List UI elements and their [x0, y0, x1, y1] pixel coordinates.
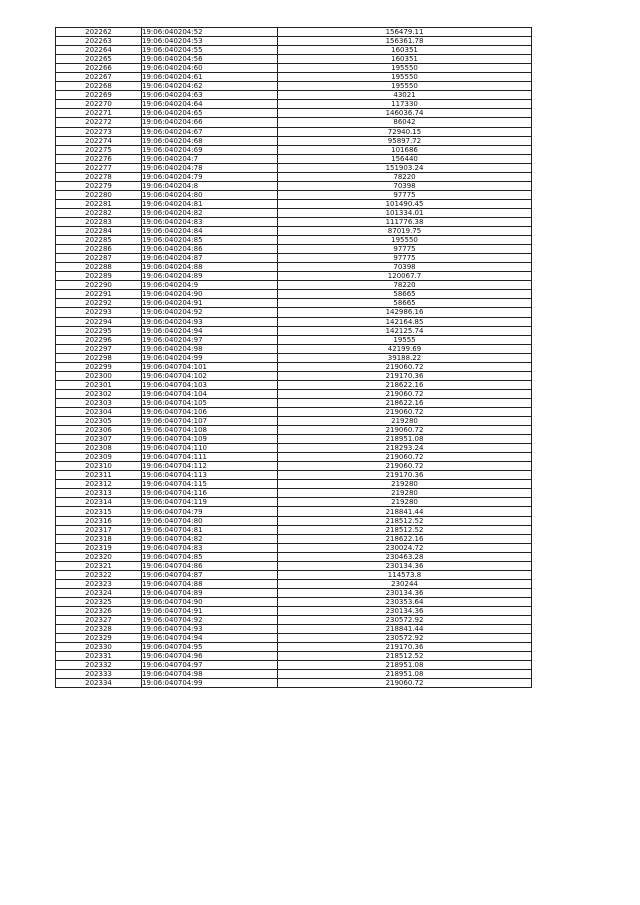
amount-cell: 219280: [278, 498, 532, 507]
amount-cell: 142986.16: [278, 308, 532, 317]
table-row: [56, 679, 532, 688]
row-number-cell: 202275: [56, 145, 142, 154]
amount-cell: 230463.28: [278, 552, 532, 561]
row-number-cell: 202317: [56, 525, 142, 534]
amount-cell: 87019.75: [278, 227, 532, 236]
table-row: [56, 389, 532, 398]
cadastral-number-cell: 19:06:040204:91: [142, 299, 278, 308]
cadastral-number-cell: 19:06:040704:106: [142, 407, 278, 416]
table-row: [56, 154, 532, 163]
row-number-cell: 202277: [56, 163, 142, 172]
table-row: [56, 227, 532, 236]
cadastral-number-cell: 19:06:040704:81: [142, 525, 278, 534]
row-number-cell: 202276: [56, 154, 142, 163]
table-row: [56, 64, 532, 73]
table-row: [56, 281, 532, 290]
cadastral-number-cell: 19:06:040204:83: [142, 217, 278, 226]
cadastral-number-cell: 19:06:040704:112: [142, 462, 278, 471]
row-number-cell: 202314: [56, 498, 142, 507]
table-row: [56, 272, 532, 281]
row-number-cell: 202316: [56, 516, 142, 525]
cadastral-number-cell: 19:06:040704:113: [142, 471, 278, 480]
cadastral-number-cell: 19:06:040204:9: [142, 281, 278, 290]
cadastral-number-cell: 19:06:040704:103: [142, 380, 278, 389]
table-row: [56, 634, 532, 643]
cadastral-number-cell: 19:06:040704:97: [142, 661, 278, 670]
cadastral-number-cell: 19:06:040204:78: [142, 163, 278, 172]
cadastral-number-cell: 19:06:040704:111: [142, 453, 278, 462]
row-number-cell: 202279: [56, 181, 142, 190]
row-number-cell: 202301: [56, 380, 142, 389]
table-row: [56, 254, 532, 263]
table-row: [56, 46, 532, 55]
cadastral-number-cell: 19:06:040204:53: [142, 37, 278, 46]
row-number-cell: 202299: [56, 362, 142, 371]
cadastral-number-cell: 19:06:040704:101: [142, 362, 278, 371]
cadastral-number-cell: 19:06:040204:61: [142, 73, 278, 82]
table-row: [56, 362, 532, 371]
row-number-cell: 202332: [56, 661, 142, 670]
row-number-cell: 202289: [56, 272, 142, 281]
amount-cell: 219280: [278, 480, 532, 489]
amount-cell: 230024.72: [278, 543, 532, 552]
cadastral-number-cell: 19:06:040704:93: [142, 625, 278, 634]
amount-cell: 219060.72: [278, 453, 532, 462]
cadastral-number-cell: 19:06:040704:85: [142, 552, 278, 561]
cadastral-number-cell: 19:06:040204:84: [142, 227, 278, 236]
amount-cell: 218622.16: [278, 534, 532, 543]
cadastral-number-cell: 19:06:040704:99: [142, 679, 278, 688]
amount-cell: 120067.7: [278, 272, 532, 281]
row-number-cell: 202285: [56, 236, 142, 245]
row-number-cell: 202298: [56, 353, 142, 362]
cadastral-number-cell: 19:06:040704:115: [142, 480, 278, 489]
row-number-cell: 202324: [56, 588, 142, 597]
cadastral-number-cell: 19:06:040704:87: [142, 570, 278, 579]
table-row: [56, 543, 532, 552]
row-number-cell: 202319: [56, 543, 142, 552]
row-number-cell: 202274: [56, 136, 142, 145]
table-row: [56, 145, 532, 154]
amount-cell: 195550: [278, 236, 532, 245]
amount-cell: 156479.11: [278, 28, 532, 37]
row-number-cell: 202288: [56, 263, 142, 272]
cadastral-number-cell: 19:06:040204:68: [142, 136, 278, 145]
amount-cell: 111776.38: [278, 217, 532, 226]
row-number-cell: 202307: [56, 435, 142, 444]
amount-cell: 195550: [278, 64, 532, 73]
table-row: [56, 308, 532, 317]
row-number-cell: 202320: [56, 552, 142, 561]
table-row: [56, 263, 532, 272]
table-row: [56, 28, 532, 37]
row-number-cell: 202281: [56, 199, 142, 208]
amount-cell: 230572.92: [278, 634, 532, 643]
row-number-cell: 202305: [56, 417, 142, 426]
cadastral-number-cell: 19:06:040204:80: [142, 190, 278, 199]
cadastral-number-cell: 19:06:040204:89: [142, 272, 278, 281]
amount-cell: 42199.69: [278, 344, 532, 353]
amount-cell: 58665: [278, 299, 532, 308]
table-row: [56, 100, 532, 109]
row-number-cell: 202290: [56, 281, 142, 290]
cadastral-number-cell: 19:06:040204:69: [142, 145, 278, 154]
amount-cell: 114573.8: [278, 570, 532, 579]
amount-cell: 19555: [278, 335, 532, 344]
table-row: [56, 217, 532, 226]
table-row: [56, 190, 532, 199]
table-row: [56, 525, 532, 534]
table-row: [56, 353, 532, 362]
table-row: [56, 208, 532, 217]
row-number-cell: 202291: [56, 290, 142, 299]
row-number-cell: 202315: [56, 507, 142, 516]
cadastral-number-cell: 19:06:040204:67: [142, 127, 278, 136]
amount-cell: 230134.36: [278, 561, 532, 570]
amount-cell: 86042: [278, 118, 532, 127]
amount-cell: 218622.16: [278, 398, 532, 407]
row-number-cell: 202310: [56, 462, 142, 471]
amount-cell: 219060.72: [278, 362, 532, 371]
table-row: [56, 570, 532, 579]
table-row: [56, 398, 532, 407]
cadastral-number-cell: 19:06:040704:109: [142, 435, 278, 444]
cadastral-number-cell: 19:06:040204:60: [142, 64, 278, 73]
amount-cell: 142164.85: [278, 317, 532, 326]
amount-cell: 218512.52: [278, 516, 532, 525]
cadastral-number-cell: 19:06:040704:119: [142, 498, 278, 507]
cadastral-number-cell: 19:06:040704:91: [142, 607, 278, 616]
cadastral-number-cell: 19:06:040204:98: [142, 344, 278, 353]
table-row: [56, 172, 532, 181]
amount-cell: 218512.52: [278, 652, 532, 661]
row-number-cell: 202272: [56, 118, 142, 127]
amount-cell: 151903.24: [278, 163, 532, 172]
cadastral-number-cell: 19:06:040204:81: [142, 199, 278, 208]
cadastral-number-cell: 19:06:040204:88: [142, 263, 278, 272]
amount-cell: 218951.08: [278, 661, 532, 670]
table-row: [56, 417, 532, 426]
row-number-cell: 202295: [56, 326, 142, 335]
table-row: [56, 579, 532, 588]
amount-cell: 78220: [278, 172, 532, 181]
cadastral-number-cell: 19:06:040204:86: [142, 245, 278, 254]
table-row: [56, 652, 532, 661]
amount-cell: 58665: [278, 290, 532, 299]
row-number-cell: 202333: [56, 670, 142, 679]
row-number-cell: 202268: [56, 82, 142, 91]
row-number-cell: 202309: [56, 453, 142, 462]
row-number-cell: 202322: [56, 570, 142, 579]
cadastral-number-cell: 19:06:040704:116: [142, 489, 278, 498]
cadastral-number-cell: 19:06:040704:82: [142, 534, 278, 543]
cadastral-number-cell: 19:06:040704:89: [142, 588, 278, 597]
amount-cell: 78220: [278, 281, 532, 290]
table-row: [56, 199, 532, 208]
amount-cell: 101334.01: [278, 208, 532, 217]
row-number-cell: 202331: [56, 652, 142, 661]
amount-cell: 160351: [278, 55, 532, 64]
row-number-cell: 202306: [56, 426, 142, 435]
ledger-table: [55, 27, 532, 688]
amount-cell: 230134.36: [278, 588, 532, 597]
cadastral-number-cell: 19:06:040204:56: [142, 55, 278, 64]
table-row: [56, 462, 532, 471]
amount-cell: 218841.44: [278, 625, 532, 634]
table-row: [56, 489, 532, 498]
amount-cell: 219170.36: [278, 471, 532, 480]
row-number-cell: 202273: [56, 127, 142, 136]
cadastral-number-cell: 19:06:040204:97: [142, 335, 278, 344]
cadastral-number-cell: 19:06:040704:98: [142, 670, 278, 679]
row-number-cell: 202297: [56, 344, 142, 353]
cadastral-number-cell: 19:06:040704:86: [142, 561, 278, 570]
table-row: [56, 236, 532, 245]
table-row: [56, 290, 532, 299]
table-row: [56, 73, 532, 82]
cadastral-number-cell: 19:06:040704:96: [142, 652, 278, 661]
amount-cell: 160351: [278, 46, 532, 55]
table-row: [56, 453, 532, 462]
row-number-cell: 202271: [56, 109, 142, 118]
cadastral-number-cell: 19:06:040204:85: [142, 236, 278, 245]
amount-cell: 219060.72: [278, 407, 532, 416]
cadastral-number-cell: 19:06:040704:104: [142, 389, 278, 398]
table-row: [56, 245, 532, 254]
cadastral-number-cell: 19:06:040204:79: [142, 172, 278, 181]
table-row: [56, 643, 532, 652]
cadastral-number-cell: 19:06:040204:94: [142, 326, 278, 335]
row-number-cell: 202265: [56, 55, 142, 64]
cadastral-number-cell: 19:06:040204:90: [142, 290, 278, 299]
row-number-cell: 202287: [56, 254, 142, 263]
amount-cell: 230244: [278, 579, 532, 588]
table-row: [56, 136, 532, 145]
row-number-cell: 202266: [56, 64, 142, 73]
table-row: [56, 181, 532, 190]
table-row: [56, 118, 532, 127]
cadastral-number-cell: 19:06:040704:83: [142, 543, 278, 552]
cadastral-number-cell: 19:06:040204:55: [142, 46, 278, 55]
amount-cell: 142125.74: [278, 326, 532, 335]
table-row: [56, 371, 532, 380]
table-row: [56, 534, 532, 543]
amount-cell: 230353.64: [278, 597, 532, 606]
cadastral-number-cell: 19:06:040704:80: [142, 516, 278, 525]
amount-cell: 218951.08: [278, 670, 532, 679]
table-row: [56, 380, 532, 389]
table-row: [56, 480, 532, 489]
cadastral-number-cell: 19:06:040704:102: [142, 371, 278, 380]
cadastral-number-cell: 19:06:040204:63: [142, 91, 278, 100]
amount-cell: 195550: [278, 73, 532, 82]
table-row: [56, 82, 532, 91]
amount-cell: 218622.16: [278, 380, 532, 389]
amount-cell: 230134.36: [278, 607, 532, 616]
cadastral-number-cell: 19:06:040204:92: [142, 308, 278, 317]
table-row: [56, 55, 532, 64]
table-row: [56, 326, 532, 335]
table-row: [56, 661, 532, 670]
cadastral-number-cell: 19:06:040204:66: [142, 118, 278, 127]
row-number-cell: 202292: [56, 299, 142, 308]
cadastral-number-cell: 19:06:040204:52: [142, 28, 278, 37]
table-row: [56, 435, 532, 444]
amount-cell: 219060.72: [278, 462, 532, 471]
row-number-cell: 202302: [56, 389, 142, 398]
table-row: [56, 516, 532, 525]
row-number-cell: 202308: [56, 444, 142, 453]
amount-cell: 70398: [278, 263, 532, 272]
row-number-cell: 202264: [56, 46, 142, 55]
amount-cell: 218841.44: [278, 507, 532, 516]
row-number-cell: 202267: [56, 73, 142, 82]
amount-cell: 43021: [278, 91, 532, 100]
table-row: [56, 109, 532, 118]
amount-cell: 219060.72: [278, 426, 532, 435]
cadastral-number-cell: 19:06:040704:95: [142, 643, 278, 652]
table-row: [56, 426, 532, 435]
amount-cell: 195550: [278, 82, 532, 91]
row-number-cell: 202269: [56, 91, 142, 100]
row-number-cell: 202323: [56, 579, 142, 588]
cadastral-number-cell: 19:06:040704:108: [142, 426, 278, 435]
table-row: [56, 407, 532, 416]
table-row: [56, 607, 532, 616]
amount-cell: 146036.74: [278, 109, 532, 118]
table-row: [56, 91, 532, 100]
amount-cell: 70398: [278, 181, 532, 190]
amount-cell: 97775: [278, 245, 532, 254]
table-row: [56, 335, 532, 344]
amount-cell: 218951.08: [278, 435, 532, 444]
table-row: [56, 625, 532, 634]
row-number-cell: 202294: [56, 317, 142, 326]
row-number-cell: 202329: [56, 634, 142, 643]
cadastral-number-cell: 19:06:040204:82: [142, 208, 278, 217]
table-row: [56, 616, 532, 625]
amount-cell: 156361.78: [278, 37, 532, 46]
table-row: [56, 588, 532, 597]
cadastral-number-cell: 19:06:040204:99: [142, 353, 278, 362]
table-row: [56, 317, 532, 326]
table-row: [56, 471, 532, 480]
row-number-cell: 202318: [56, 534, 142, 543]
amount-cell: 219280: [278, 417, 532, 426]
cadastral-number-cell: 19:06:040704:94: [142, 634, 278, 643]
cadastral-number-cell: 19:06:040204:8: [142, 181, 278, 190]
amount-cell: 156440: [278, 154, 532, 163]
row-number-cell: 202280: [56, 190, 142, 199]
row-number-cell: 202278: [56, 172, 142, 181]
amount-cell: 101490.45: [278, 199, 532, 208]
amount-cell: 218512.52: [278, 525, 532, 534]
amount-cell: 219170.36: [278, 371, 532, 380]
table-row: [56, 670, 532, 679]
cadastral-number-cell: 19:06:040704:92: [142, 616, 278, 625]
table-row: [56, 127, 532, 136]
row-number-cell: 202303: [56, 398, 142, 407]
amount-cell: 219170.36: [278, 643, 532, 652]
cadastral-number-cell: 19:06:040204:65: [142, 109, 278, 118]
amount-cell: 219280: [278, 489, 532, 498]
table-row: [56, 597, 532, 606]
table-row: [56, 37, 532, 46]
row-number-cell: 202286: [56, 245, 142, 254]
row-number-cell: 202311: [56, 471, 142, 480]
amount-cell: 218293.24: [278, 444, 532, 453]
amount-cell: 219060.72: [278, 389, 532, 398]
amount-cell: 97775: [278, 190, 532, 199]
row-number-cell: 202300: [56, 371, 142, 380]
amount-cell: 117330: [278, 100, 532, 109]
row-number-cell: 202334: [56, 679, 142, 688]
table-row: [56, 552, 532, 561]
table-row: [56, 507, 532, 516]
row-number-cell: 202325: [56, 597, 142, 606]
table-row: [56, 299, 532, 308]
row-number-cell: 202270: [56, 100, 142, 109]
cadastral-number-cell: 19:06:040704:107: [142, 417, 278, 426]
row-number-cell: 202321: [56, 561, 142, 570]
table-row: [56, 444, 532, 453]
table-row: [56, 344, 532, 353]
table-row: [56, 163, 532, 172]
amount-cell: 97775: [278, 254, 532, 263]
row-number-cell: 202282: [56, 208, 142, 217]
cadastral-number-cell: 19:06:040204:64: [142, 100, 278, 109]
row-number-cell: 202330: [56, 643, 142, 652]
amount-cell: 72940.15: [278, 127, 532, 136]
row-number-cell: 202327: [56, 616, 142, 625]
row-number-cell: 202313: [56, 489, 142, 498]
row-number-cell: 202262: [56, 28, 142, 37]
row-number-cell: 202263: [56, 37, 142, 46]
cadastral-number-cell: 19:06:040704:90: [142, 597, 278, 606]
row-number-cell: 202312: [56, 480, 142, 489]
ledger-body: [56, 28, 532, 688]
row-number-cell: 202326: [56, 607, 142, 616]
amount-cell: 39188.22: [278, 353, 532, 362]
cadastral-number-cell: 19:06:040204:87: [142, 254, 278, 263]
cadastral-number-cell: 19:06:040704:79: [142, 507, 278, 516]
amount-cell: 219060.72: [278, 679, 532, 688]
row-number-cell: 202283: [56, 217, 142, 226]
amount-cell: 230572.92: [278, 616, 532, 625]
cadastral-number-cell: 19:06:040204:7: [142, 154, 278, 163]
row-number-cell: 202328: [56, 625, 142, 634]
cadastral-number-cell: 19:06:040204:93: [142, 317, 278, 326]
table-row: [56, 498, 532, 507]
table-row: [56, 561, 532, 570]
cadastral-number-cell: 19:06:040204:62: [142, 82, 278, 91]
cadastral-number-cell: 19:06:040704:88: [142, 579, 278, 588]
row-number-cell: 202296: [56, 335, 142, 344]
cadastral-number-cell: 19:06:040704:110: [142, 444, 278, 453]
row-number-cell: 202284: [56, 227, 142, 236]
cadastral-number-cell: 19:06:040704:105: [142, 398, 278, 407]
row-number-cell: 202293: [56, 308, 142, 317]
amount-cell: 101686: [278, 145, 532, 154]
row-number-cell: 202304: [56, 407, 142, 416]
amount-cell: 95897.72: [278, 136, 532, 145]
